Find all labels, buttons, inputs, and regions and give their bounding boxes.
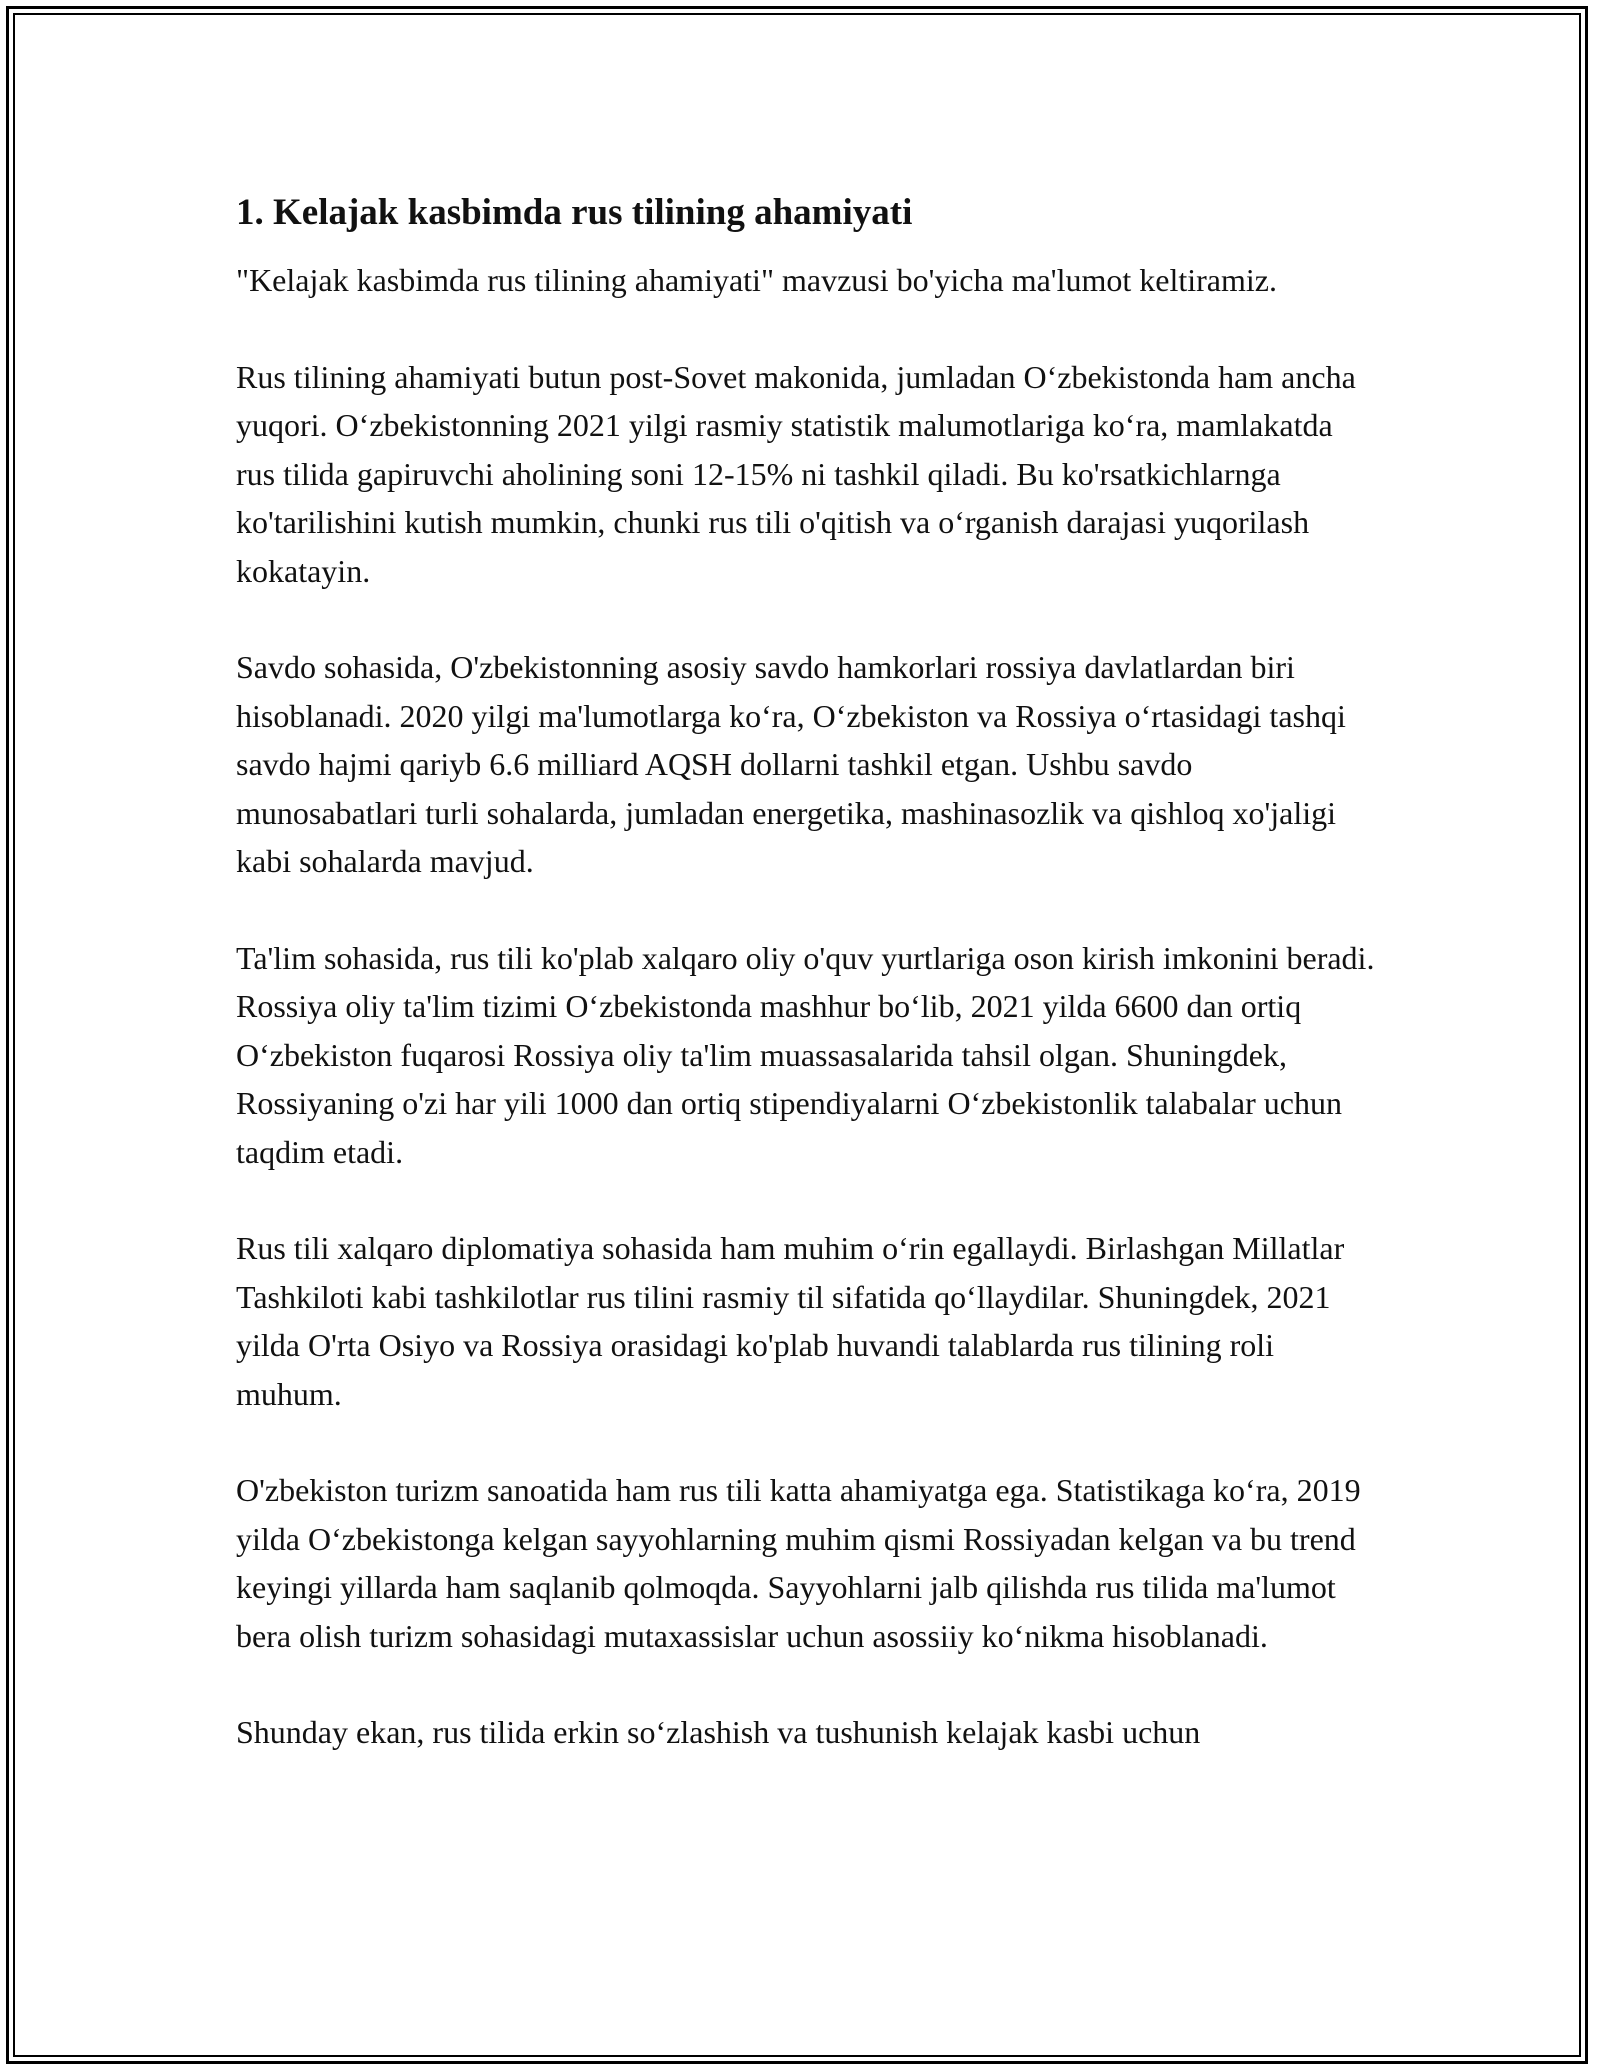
- document-body: [236, 188, 1376, 1757]
- document-title: 1. Kelajak kasbimda rus tilining ahamiyati: [236, 192, 913, 233]
- paragraph-trade: Savdo sohasida, O'zbekistonning asosiy savdo hamkorlari rossiya davlatlardan biri hisoblanadi. 2020 yilgi ma'lumotlarga ko‘ra, O‘zbekiston va Rossiya o‘rtasidagi tashqi savdo hajmi qariyb 6.6 milliard AQSH dollarni tashkil etgan. Ushbu savdo munosabatlari turli sohalarda, jumladan energetika, mashinasozlik va qishloq xo'jaligi kabi sohalarda mavjud.: [236, 649, 1346, 879]
- paragraph-russian-importance: Rus tilining ahamiyati butun post-Sovet makonida, jumladan O‘zbekistonda ham ancha yuqori. O‘zbekistonning 2021 yilgi rasmiy statistik malumotlariga ko‘ra, mamlakatda rus tilida gapiruvchi aholining soni 12-15% ni tashkil qiladi. Bu ko'rsatkichlarnga ko'tarilishini kutish mumkin, chunki rus tili o'qitish va o‘rganish darajasi yuqorilash kokatayin.: [236, 358, 1356, 589]
- paragraph-conclusion: Shunday ekan, rus tilida erkin so‘zlashish va tushunish kelajak kasbi uchun: [236, 1714, 1201, 1750]
- paragraph-education: Ta'lim sohasida, rus tili ko'plab xalqaro oliy o'quv yurtlariga oson kirish imkonini beradi. Rossiya oliy ta'lim tizimi O‘zbekistonda mashhur bo‘lib, 2021 yilda 6600 dan ortiq O‘zbekiston fuqarosi Rossiya oliy ta'lim muassasalarida tahsil olgan. Shuningdek, Rossiyaning o'zi har yili 1000 dan ortiq stipendiyalarni O‘zbekistonlik talabalar uchun taqdim etadi.: [236, 939, 1375, 1170]
- paragraph-diplomacy: Rus tili xalqaro diplomatiya sohasida ham muhim o‘rin egallaydi. Birlashgan Millatlar Tashkiloti kabi tashkilotlar rus tilini rasmiy til sifatida qo‘llaydilar. Shuningdek, 2021 yilda O'rta Osiyo va Rossiya orasidagi ko'plab huvandi talablarda rus tilining roli muhum.: [236, 1230, 1345, 1412]
- paragraph-tourism: O'zbekiston turizm sanoatida ham rus tili katta ahamiyatga ega. Statistikaga ko‘ra, 2019 yilda O‘zbekistonga kelgan sayyohlarning muhim qismi Rossiyadan kelgan va bu trend keyingi yillarda ham saqlanib qolmoqda. Sayyohlarni jalb qilishda rus tilida ma'lumot bera olish turizm sohasidagi mutaxassislar uchun asossiiy ko‘nikma hisoblanadi.: [236, 1472, 1361, 1654]
- paragraph-intro: "Kelajak kasbimda rus tilining ahamiyati" mavzusi bo'yicha ma'lumot keltiramiz.: [236, 262, 1277, 298]
